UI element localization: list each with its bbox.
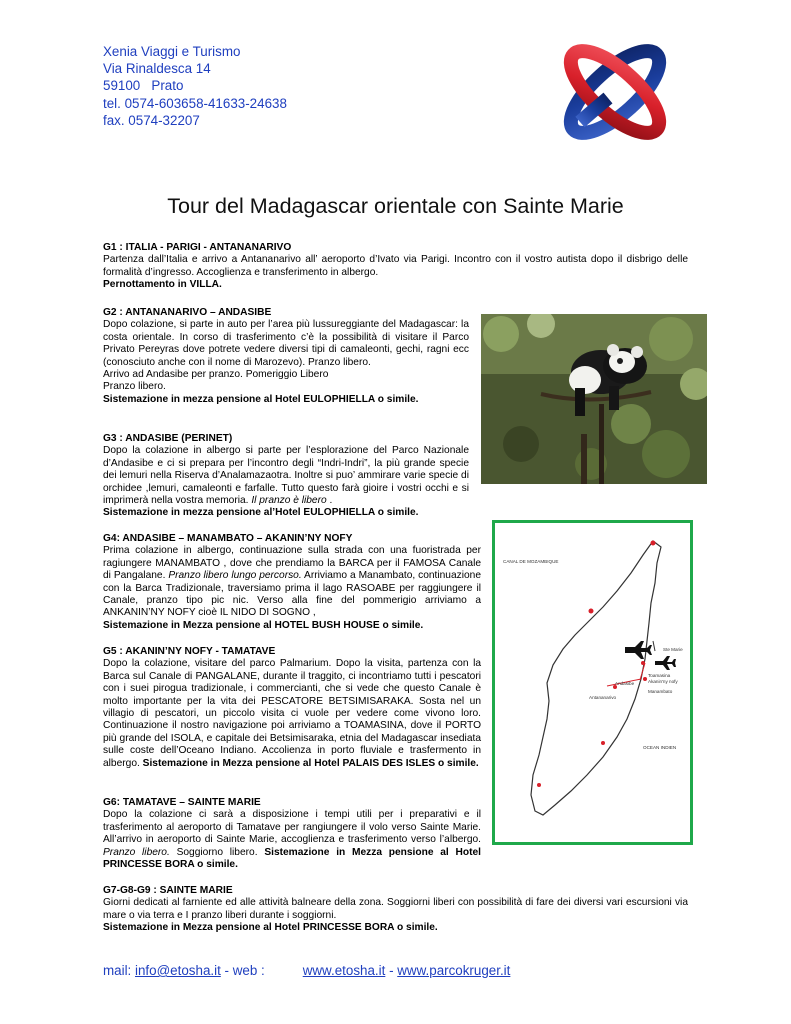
agency-address: [103, 43, 287, 129]
page-title: Tour del Madagascar orientale con Sainte Marie: [167, 194, 624, 218]
madagascar-map: [492, 520, 693, 845]
day-g4-hotel: Sistemazione in Mezza pensione al HOTEL BUSH HOUSE o simile.: [103, 619, 424, 631]
day-g6-para: [103, 809, 481, 871]
day-g5-hotel: Sistemazione in Mezza pensione al Hotel PALAIS DES ISLES o simile.: [142, 757, 479, 769]
agency-fax: fax. 0574-32207: [103, 112, 200, 128]
day-g4-text: Prima colazione in albergo, continuazione sulla strada con una fuoristrada per ragiungere MANAMBATO , dove che prendiamo la BARCA per il FAMOSA Canale di Pangalane.: [103, 545, 481, 582]
day-g3-after: .: [326, 495, 333, 507]
day-g4-para: [103, 545, 481, 619]
day-g4-italic: Pranzo libero lungo percorso.: [168, 570, 302, 582]
day-g6-italic: Pranzo libero.: [103, 846, 170, 858]
day-g1: [103, 242, 688, 292]
day-g4-after: Arriviamo a Manambato, continuazione con la Barca Tradizionale, traversiamo prima il lago RASOABE per raggiungere il Canale, pranzo tipo pic nic. Verso alla fine del pommerigio arriviamo a ANKANIN’NY NOFY cioè IL NIDO DI SOGNO ,: [103, 570, 481, 619]
day-g2-text: Dopo colazione, si parte in auto per l’area più lussureggiante del Madagascar: la costa orientale. In corso di trasferimento c’è la possibilità di visitare il Parco Privato Pereyras dove potrete vedere diversi tipi di camaleonti, gechi, ragni ecc (conosciuto anche con il nome di Marozevo). Pranzo libero.: [103, 319, 469, 368]
day-g7-hotel: Sistemazione in Mezza pensione al Hotel PRINCESSE BORA o simile.: [103, 922, 438, 934]
day-g6-text: Dopo la colazione ci sarà a disposizione i tempi utili per i preparativi e il trasferimento al aeroporto di Tamatave per rangiungere il volo verso Sainte Marie. All’arrivo in aeroporto di Sainte Marie, accoglienza e trasferimento verso l’albergo.: [103, 809, 481, 846]
day-g1-text: Partenza dall’Italia e arrivo a Antananarivo all’ aeroporto d’Ivato via Parigi. Incontro con il vostro autista dopo il disbrigo delle formalità d’ingresso. Accoglienza e transferimento in albergo.: [103, 254, 688, 278]
map-label-toamasina: Toamasina: [648, 673, 671, 678]
map-label-channel: CANAL DE MOZAMBIQUE: [503, 559, 559, 564]
footer-separator: -: [385, 963, 398, 978]
day-g7-text: Giorni dedicati al farniente ed alle attività balneare della zona. Soggiorni liberi con possibilità di fare dei diversi vari escursioni via mare o via terra e I pranzo liberi durante i soggiorni.: [103, 897, 688, 921]
day-g3-heading: G3 : ANDASIBE (PERINET): [103, 433, 233, 444]
website-link-parcokruger[interactable]: www.parcokruger.it: [397, 963, 511, 978]
day-g4: [103, 533, 481, 632]
day-g7: [103, 885, 688, 935]
day-g1-heading: G1 : ITALIA - PARIGI - ANTANANARIVO: [103, 242, 292, 253]
email-link[interactable]: info@etosha.it: [135, 963, 221, 978]
map-label-manambato: Manambato: [648, 689, 673, 694]
island-outline: [531, 541, 661, 815]
day-g6-heading: G6: TAMATAVE – SAINTE MARIE: [103, 797, 261, 808]
day-g6-after: Soggiorno libero.: [169, 846, 258, 858]
day-g2-text2: Arrivo ad Andasibe per pranzo. Pomeriggio Libero: [103, 369, 329, 381]
plane-icon-2: [655, 656, 676, 670]
day-g3: [103, 433, 469, 520]
day-g6: [103, 797, 481, 871]
map-label-antananarivo: Antananarivo: [589, 695, 617, 700]
day-g3-hotel: Sistemazione in mezza pensione al’Hotel EULOPHIELLA o simile.: [103, 507, 419, 519]
map-label-ocean: OCEAN INDIEN: [643, 745, 677, 750]
lemur-photo: [481, 314, 707, 484]
day-g6-hotel: Sistemazione in Mezza pensione al Hotel PRINCESSE BORA o simile.: [103, 846, 481, 871]
day-g2-hotel: Sistemazione in mezza pensione al Hotel EULOPHIELLA o simile.: [103, 393, 419, 405]
footer-contacts: [103, 963, 510, 978]
day-g3-text: Dopo la colazione in albergo si parte per l’esplorazione del Parco Nazionale d’Andasibe e ci si prepara per l’incontro degli “Indri-Indri”, la più grande specie dei lemuri nella Riserva d’Analamazaotra. Inoltre si puo’ ammirare varie specie di orchidee ,lemuri, camaleonti e farfalle. Tutto questo farà gioire i vostri occhi e si imprimerà nella vostra memoria.: [103, 445, 469, 507]
day-g2: [103, 307, 469, 406]
day-g1-hotel: Pernottamento in VILLA.: [103, 279, 222, 291]
map-label-akanin: Akanin'ny nofy: [648, 679, 678, 684]
agency-logo: [556, 38, 674, 146]
day-g3-italic: Il pranzo è libero: [251, 495, 327, 507]
day-g5-para: [103, 658, 481, 770]
agency-tel: tel. 0574-603658-41633-24638: [103, 95, 287, 111]
day-g5-text: Dopo la colazione, visitare del parco Palmarium. Dopo la visita, partenza con la Barca sul Canale di PANGALANE, durante il traggito, ci incontriamo tutti i pescatori con i suei pirogua tradizionale, i commercianti, che si vede che questo Canale è molto importante per la vita dei PESCATORE BETSIMISARAKA. Sosta nel un villagio di pescatori, un piccolo visita ci vuole per vedere come vivono loro. Continuazione il nostro navigazione poi arriviamo a TOAMASINA, dove il PORTO più grande del ISOLA, e capitale dei Betsimisaraka, etnia del Madagascar insediata sulle coste dell’Oceano Indiano. Accolienza in porto fluviale e trasfermento in albergo.: [103, 658, 481, 769]
day-g4-heading: G4: ANDASIBE – MANAMBATO – AKANIN’NY NOFY: [103, 533, 353, 544]
day-g3-para: [103, 445, 469, 507]
plane-icon-1: [625, 641, 652, 659]
map-label-andasibe: Andasibe: [615, 681, 635, 686]
agency-name: Xenia Viaggi e Turismo: [103, 44, 241, 59]
day-g2-text3: Pranzo libero.: [103, 381, 166, 393]
day-g5: [103, 646, 481, 770]
footer-web-label: - web :: [220, 963, 265, 978]
day-g7-heading: G7-G8-G9 : SAINTE MARIE: [103, 885, 233, 896]
footer-mail-label: mail:: [103, 963, 135, 978]
agency-city: 59100 Prato: [103, 78, 184, 94]
day-g2-heading: G2 : ANTANANARIVO – ANDASIBE: [103, 307, 272, 318]
day-g5-heading: G5 : AKANIN’NY NOFY - TAMATAVE: [103, 646, 276, 657]
website-link-etosha[interactable]: www.etosha.it: [302, 963, 386, 978]
agency-street: Via Rinaldesca 14: [103, 61, 211, 77]
map-label-ste-marie: Ste Marie: [663, 647, 683, 652]
